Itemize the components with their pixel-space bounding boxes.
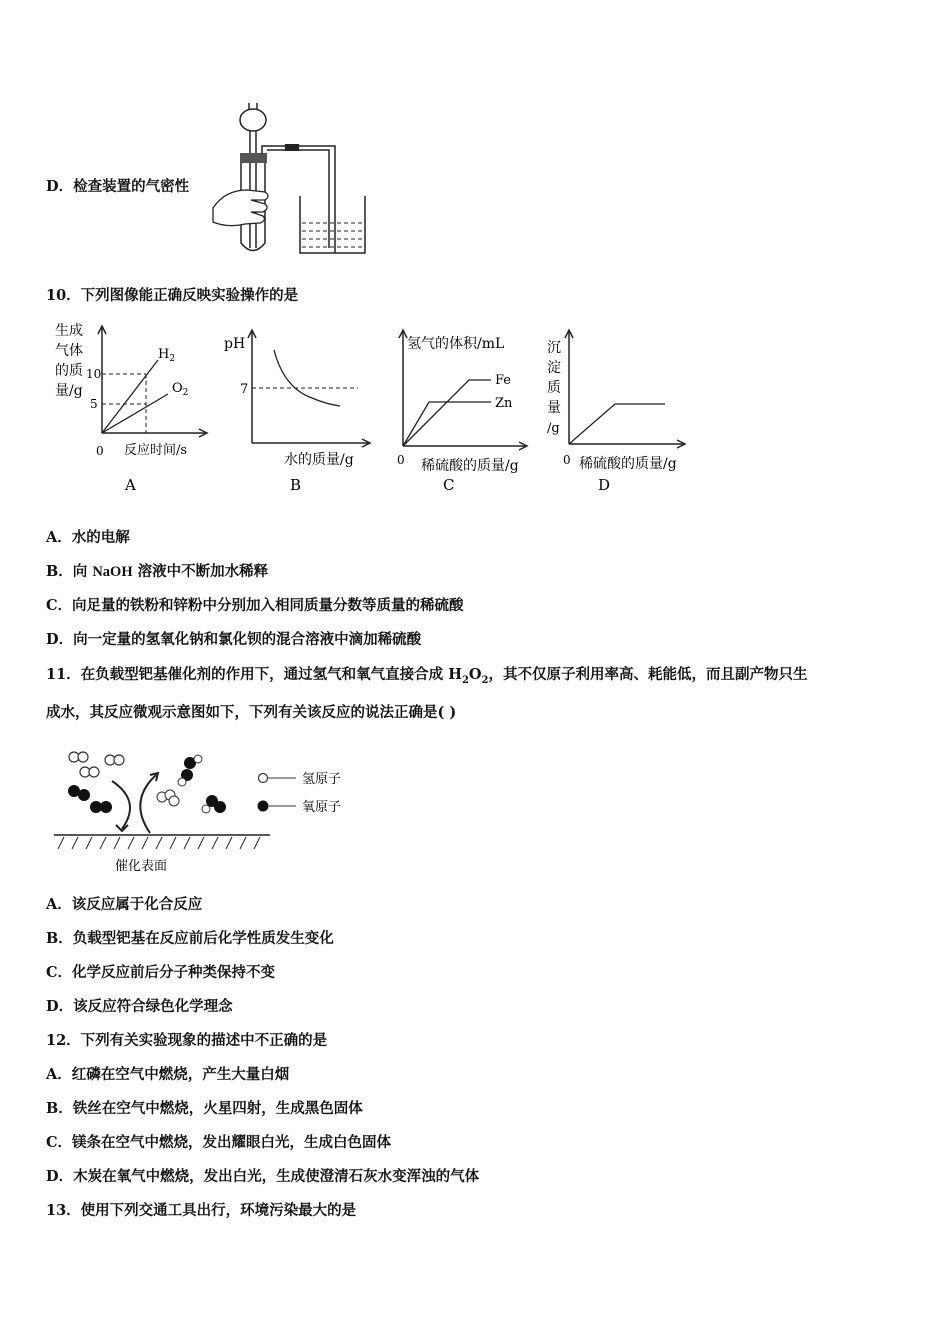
graph-a-h2-line [102, 360, 158, 433]
graph-c-ylabel: 氢气的体积/mL [407, 336, 505, 352]
graph-c-zn-label: Zn [495, 396, 513, 411]
q10-option-a: A．水的电解 [46, 529, 130, 546]
airtightness-apparatus-figure [205, 98, 375, 258]
q10-option-c: C．向足量的铁粉和锌粉中分别加入相同质量分数等质量的稀硫酸 [46, 597, 464, 614]
graph-a-ylabel-1: 生成 [55, 323, 83, 339]
graph-a-tick-10: 10 [86, 367, 102, 381]
q12-option-c: C．镁条在空气中燃烧，发出耀眼白光，生成白色固体 [46, 1134, 392, 1151]
graph-d-ylabel-5: /g [547, 421, 560, 436]
q12-stem: 12．下列有关实验现象的描述中不正确的是 [46, 1032, 328, 1049]
graph-d-ylabel-3: 质 [547, 380, 561, 396]
graph-d [543, 318, 703, 498]
graph-a-ylabel-4: 量/g [55, 383, 83, 399]
graph-d-ylabel-2: 淀 [547, 360, 561, 376]
q11-option-a: A．该反应属于化合反应 [46, 896, 203, 913]
q12-option-b: B．铁丝在空气中燃烧，火星四射，生成黑色固体 [46, 1100, 363, 1117]
q10-option-d: D．向一定量的氢氧化钠和氯化钡的混合溶液中滴加稀硫酸 [46, 631, 422, 648]
surface-label: 催化表面 [115, 859, 168, 874]
graph-d-xlabel: 稀硫酸的质量/g [579, 456, 677, 472]
q9-option-d: D．检查装置的气密性 [46, 178, 190, 195]
graph-b-curve [274, 350, 340, 406]
graph-b-tick-7: 7 [240, 382, 249, 397]
graph-d-ylabel-4: 量 [547, 400, 561, 416]
q11-option-b: B．负载型钯基在反应前后化学性质发生变化 [46, 930, 334, 947]
graph-a-h2-label: $H_2$ [158, 347, 176, 364]
graph-c-fe-label: Fe [495, 373, 512, 388]
graph-a-ylabel-2: 气体 [55, 343, 83, 359]
q12-option-d: D．木炭在氧气中燃烧，发出白光，生成使澄清石灰水变浑浊的气体 [46, 1168, 480, 1185]
graph-d-caption: D [598, 476, 611, 494]
graph-a-origin: 0 [96, 444, 104, 458]
q10-stem: 10．下列图像能正确反映实验操作的是 [46, 287, 299, 304]
graph-b [222, 318, 382, 498]
graph-a-tick-5: 5 [90, 397, 98, 411]
graph-c [385, 318, 545, 498]
graph-a [50, 318, 220, 498]
q10-option-b: B．向 NaOH 溶液中不断加水稀释 [46, 563, 269, 580]
graph-b-xlabel: 水的质量/g [284, 452, 354, 468]
graph-d-line [569, 404, 665, 444]
graph-d-ylabel-1: 沉 [547, 340, 561, 356]
graph-c-xlabel: 稀硫酸的质量/g [421, 458, 519, 474]
legend-o-atom: 氧原子 [302, 800, 342, 815]
graph-a-xlabel: 反应时间/s [124, 443, 188, 458]
graph-c-origin: 0 [397, 453, 405, 467]
legend-h-atom: 氢原子 [302, 772, 342, 787]
graph-c-fe-line [403, 380, 491, 446]
q11-option-c: C．化学反应前后分子种类保持不变 [46, 964, 276, 981]
graph-a-o2-label: $O_2$ [172, 381, 189, 398]
q11-stem-line1: 11．在负载型钯基催化剂的作用下，通过氢气和氧气直接合成 $H_2O_2$，其不仅原子利用率高、耗能低，而且副产物只生 [46, 666, 808, 686]
q11-stem-line2: 成水，其反应微观示意图如下，下列有关该反应的说法正确是( ) [46, 704, 457, 721]
graph-a-caption: A [125, 476, 136, 494]
q11-option-d: D．该反应符合绿色化学理念 [46, 998, 233, 1015]
graph-c-zn-line [403, 402, 491, 446]
graph-b-ylabel: pH [224, 336, 246, 352]
graph-d-origin: 0 [563, 453, 571, 467]
graph-a-ylabel-3: 的质 [55, 363, 83, 379]
graph-c-caption: C [443, 476, 455, 494]
reaction-micro-diagram [50, 745, 370, 875]
graph-a-o2-line [102, 394, 168, 433]
graph-b-caption: B [290, 476, 302, 494]
q12-option-a: A．红磷在空气中燃烧，产生大量白烟 [46, 1066, 290, 1083]
q13-stem: 13．使用下列交通工具出行，环境污染最大的是 [46, 1202, 357, 1219]
